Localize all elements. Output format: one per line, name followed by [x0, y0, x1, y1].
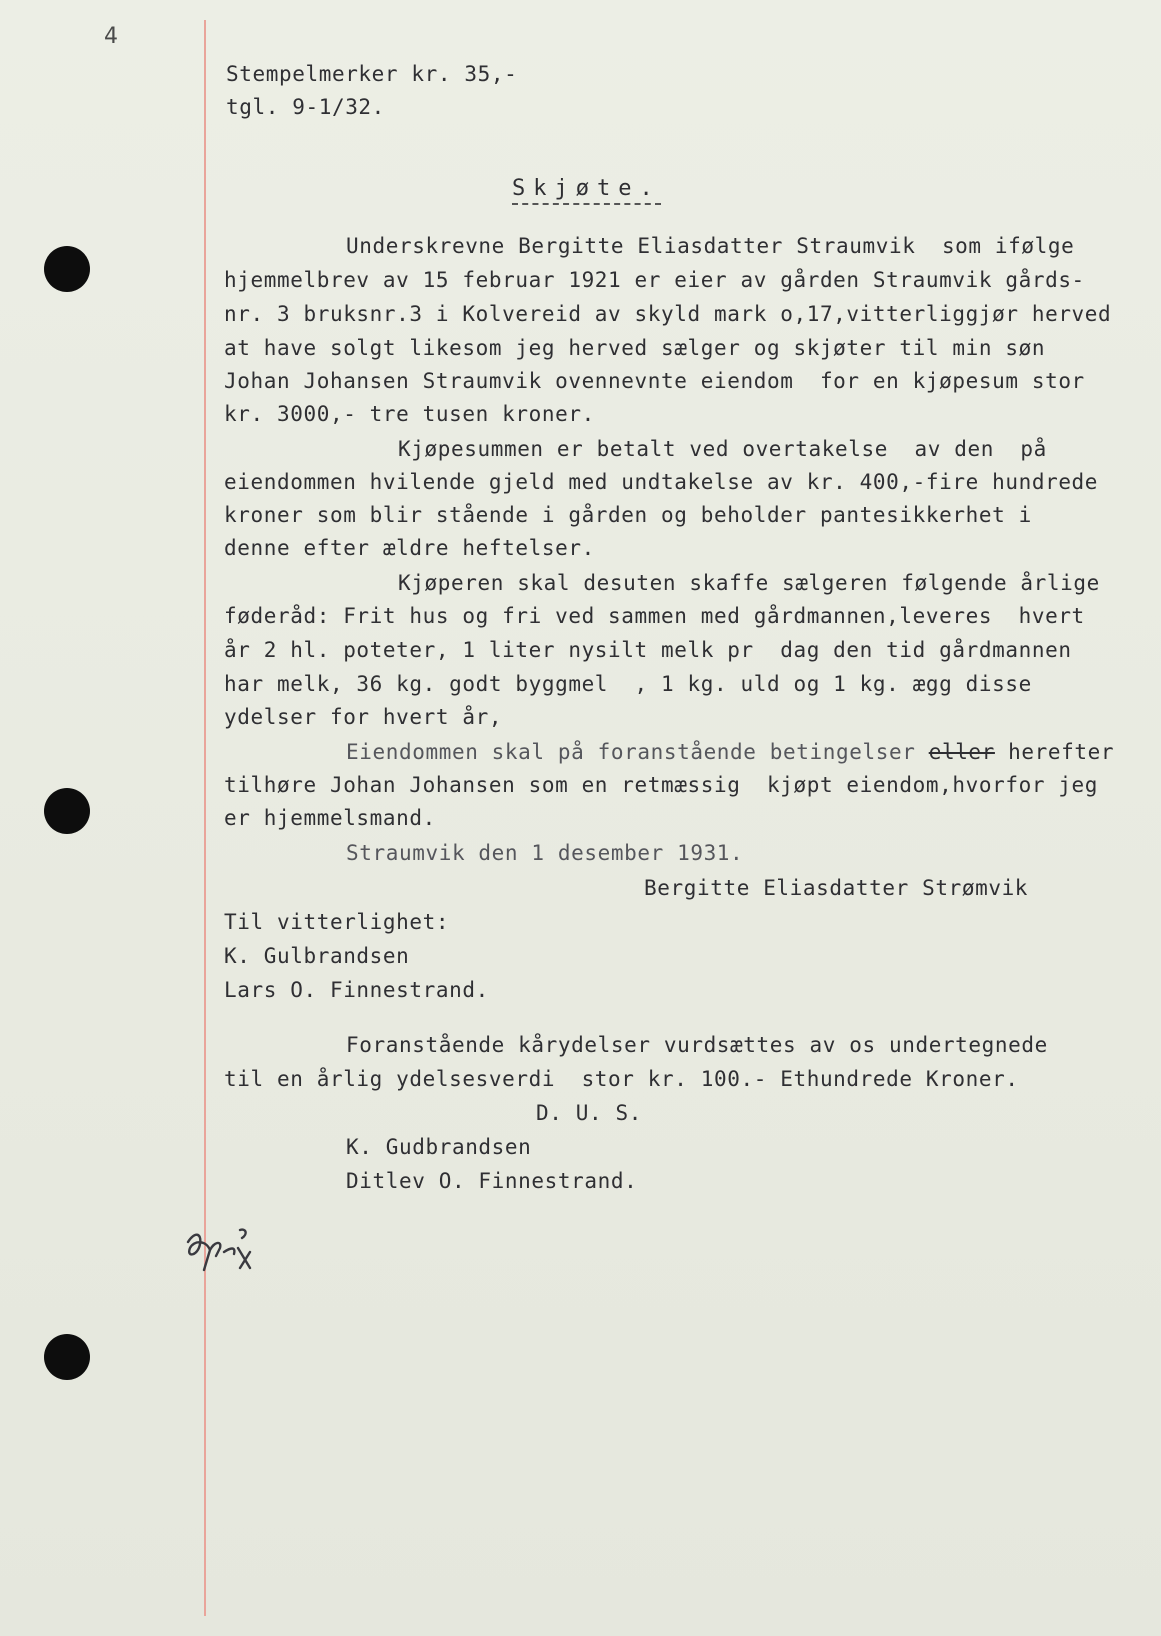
seller-signature: Bergitte Eliasdatter Strømvik [644, 876, 1029, 900]
valuation-line: Foranstående kårydelser vurdsættes av os undertegnede [346, 1033, 1048, 1057]
place-date: Straumvik den 1 desember 1931. [346, 841, 744, 865]
dus-mark: D. U. S. [536, 1101, 642, 1125]
document-title: Skjøte. [512, 176, 661, 205]
registered-line: tgl. 9-1/32. [226, 95, 385, 119]
struck-word: eller [928, 740, 995, 764]
body-line: er hjemmelsmand. [224, 806, 436, 830]
body-line-with-strike [346, 738, 1114, 766]
witness-heading: Til vitterlighet: [224, 910, 450, 934]
valuation-line: til en årlig ydelsesverdi stor kr. 100.- Ethundrede Kroner. [224, 1067, 1019, 1091]
body-text: Eiendommen skal på foranstående betingelser [346, 740, 929, 764]
body-line: ydelser for hvert år, [224, 705, 503, 729]
body-line: hjemmelbrev av 15 februar 1921 er eier av gården Straumvik gårds- [224, 268, 1085, 292]
handwritten-initials-icon [180, 1222, 260, 1278]
valuation-signer: Ditlev O. Finnestrand. [346, 1169, 638, 1193]
body-line: Kjøperen skal desuten skaffe sælgeren følgende årlige [398, 571, 1100, 595]
witness-name: Lars O. Finnestrand. [224, 978, 489, 1002]
body-line: kr. 3000,- tre tusen kroner. [224, 402, 595, 426]
body-line: eiendommen hvilende gjeld med undtakelse av kr. 400,-fire hundrede [224, 470, 1099, 494]
body-line: Underskrevne Bergitte Eliasdatter Straumvik som ifølge [346, 234, 1075, 258]
body-line: kroner som blir stående i gården og beholder pantesikkerhet i [224, 503, 1032, 527]
body-line: tilhøre Johan Johansen som en retmæssig kjøpt eiendom,hvorfor jeg [224, 773, 1099, 797]
stamp-line: Stempelmerker kr. 35,- [226, 62, 518, 86]
body-text: herefter [994, 740, 1115, 764]
body-line: år 2 hl. poteter, 1 liter nysilt melk pr dag den tid gårdmannen [224, 638, 1072, 662]
punch-hole-icon [44, 788, 90, 834]
margin-line [204, 20, 206, 1616]
body-line: nr. 3 bruksnr.3 i Kolvereid av skyld mark o,17,vitterliggjør herved [224, 302, 1112, 326]
page-number: 4 [104, 24, 118, 49]
witness-name: K. Gulbrandsen [224, 944, 410, 968]
body-line: føderåd: Frit hus og fri ved sammen med gårdmannen,leveres hvert [224, 604, 1085, 628]
body-line: Johan Johansen Straumvik ovennevnte eiendom for en kjøpesum stor [224, 369, 1085, 393]
valuation-signer: K. Gudbrandsen [346, 1135, 532, 1159]
punch-hole-icon [44, 246, 90, 292]
body-line: har melk, 36 kg. godt byggmel , 1 kg. uld og 1 kg. ægg disse [224, 672, 1032, 696]
body-line: denne efter ældre heftelser. [224, 536, 595, 560]
body-line: at have solgt likesom jeg herved sælger og skjøter til min søn [224, 336, 1046, 360]
punch-hole-icon [44, 1334, 90, 1380]
body-line: Kjøpesummen er betalt ved overtakelse av den på [398, 437, 1047, 461]
